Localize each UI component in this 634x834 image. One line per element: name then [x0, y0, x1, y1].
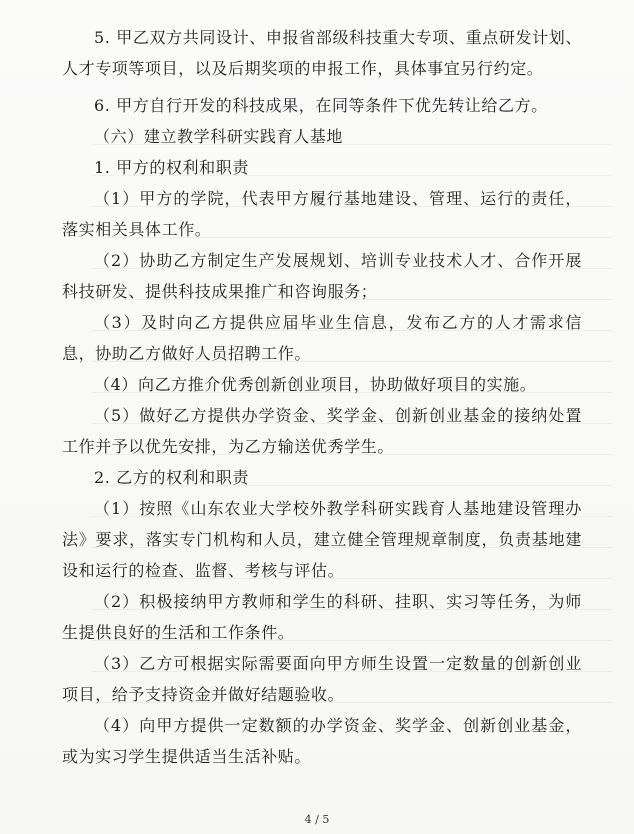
document-body	[62, 22, 582, 772]
party-b-item-4: （4）向甲方提供一定数额的办学资金、奖学金、创新创业基金，或为实习学生提供适当生活补贴。	[62, 716, 582, 766]
page-number: 4 / 5	[304, 813, 330, 826]
party-b-item-3: （3）乙方可根据实际需要面向甲方师生设置一定数量的创新创业项目，给予支持资金并做好结题验收。	[62, 654, 582, 704]
party-a-item-4: （4）向乙方推介优秀创新创业项目，协助做好项目的实施。	[94, 375, 537, 394]
party-b-item-2: （2）积极接纳甲方教师和学生的科研、挂职、实习等任务，为师生提供良好的生活和工作条件。	[62, 592, 582, 642]
section-heading-practice-base: （六）建立教学科研实践育人基地	[94, 127, 344, 146]
party-a-item-2: （2）协助乙方制定生产发展规划、培训专业技术人才、合作开展科技研发、提供科技成果推广和咨询服务；	[62, 251, 582, 301]
subheading-party-a-duties: 1. 甲方的权利和职责	[94, 158, 249, 177]
party-b-item-1: （1）按照《山东农业大学校外教学科研实践育人基地建设管理办法》要求，落实专门机构和人员，建立健全管理规章制度，负责基地建设和运行的检查、监督、考核与评估。	[62, 499, 582, 580]
party-a-item-1: （1）甲方的学院，代表甲方履行基地建设、管理、运行的责任，落实相关具体工作。	[62, 189, 582, 239]
paragraph-5-joint-projects: 5. 甲乙双方共同设计、申报省部级科技重大专项、重点研发计划、人才专项等项目，以及后期奖项的申报工作，具体事宜另行约定。	[62, 28, 582, 78]
paragraph-6-tech-transfer: 6. 甲方自行开发的科技成果，在同等条件下优先转让给乙方。	[94, 96, 548, 115]
party-a-item-5: （5）做好乙方提供办学资金、奖学金、创新创业基金的接纳处置工作并予以优先安排，为乙方输送优秀学生。	[62, 406, 582, 456]
party-a-item-3: （3）及时向乙方提供应届毕业生信息，发布乙方的人才需求信息，协助乙方做好人员招聘工作。	[62, 313, 582, 363]
subheading-party-b-duties: 2. 乙方的权利和职责	[94, 468, 249, 487]
